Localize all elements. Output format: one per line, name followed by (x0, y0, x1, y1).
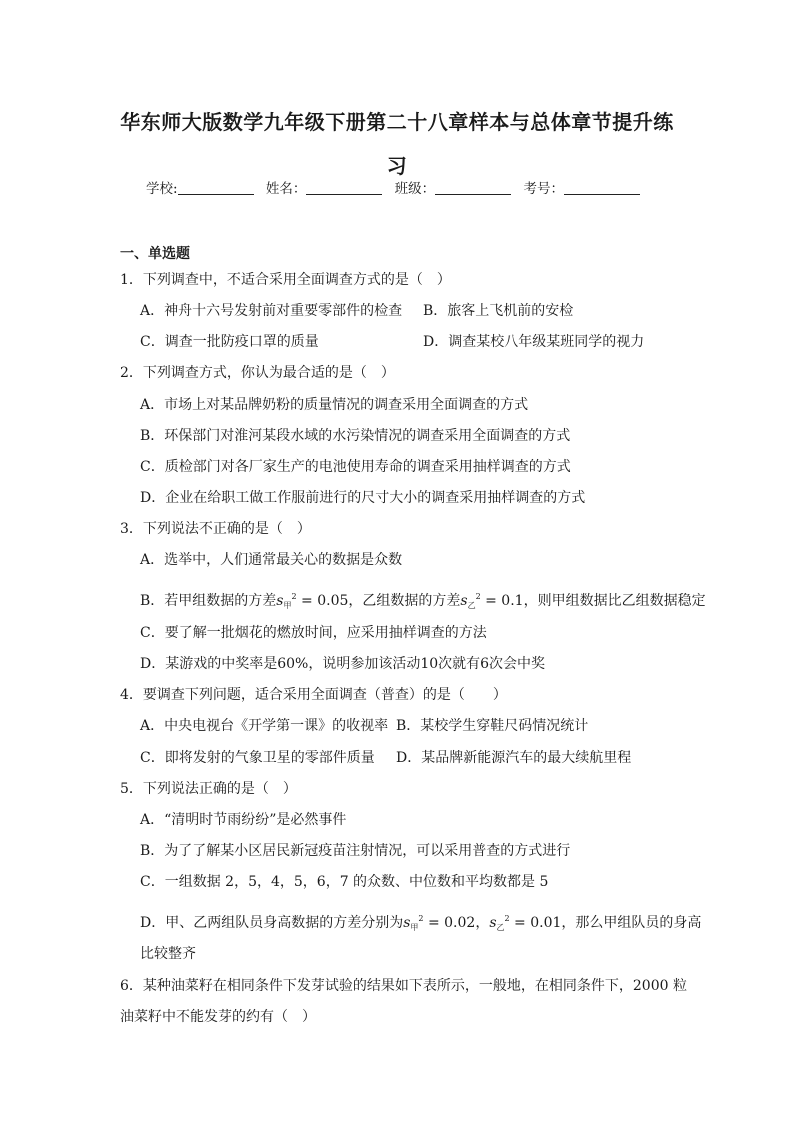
q4-options-cd (140, 748, 631, 768)
q4-option-a: A．中央电视台《开学第一课》的收视率 (140, 718, 389, 734)
title-line-1: 华东师大版数学九年级下册第二十八章样本与总体章节提升练 (120, 110, 674, 134)
q4-stem: 4．要调查下列问题，适合采用全面调查（普查）的是（ ） (120, 687, 507, 703)
q4-option-d: D．某品牌新能源汽车的最大续航里程 (396, 750, 632, 766)
q1-option-c: C．调查一批防疫口罩的质量 (140, 334, 319, 350)
q4-option-c: C．即将发射的气象卫星的零部件质量 (140, 750, 375, 766)
q2-option-c: C．质检部门对各厂家生产的电池使用寿命的调查采用抽样调查的方式 (140, 459, 571, 475)
q4-options-ab (140, 716, 588, 736)
q3-stem: 3．下列说法不正确的是（ ） (120, 521, 311, 537)
q1-option-a: A．神舟十六号发射前对重要零部件的检查 (140, 303, 403, 319)
exam-number-blank[interactable] (564, 180, 640, 195)
section-heading: 一、单选题 (120, 246, 190, 262)
class-blank[interactable] (435, 180, 511, 195)
q6-stem-line-1: 6．某种油菜籽在相同条件下发芽试验的结果如下表所示，一般地，在相同条件下，2000 粒 (120, 978, 687, 994)
q3-option-c: C．要了解一批烟花的燃放时间，应采用抽样调查的方法 (140, 625, 487, 641)
name-label: 姓名： (265, 181, 307, 197)
q6-stem-line-2: 油菜籽中不能发芽的约有（ ） (120, 1009, 316, 1025)
q5-option-a: A．“清明时节雨纷纷”是必然事件 (140, 812, 347, 828)
q5-option-d-continued: 比较整齐 (140, 946, 196, 962)
q2-option-a: A．市场上对某品牌奶粉的质量情况的调查采用全面调查的方式 (140, 397, 529, 413)
q5-option-b: B．为了了解某小区居民新冠疫苗注射情况，可以采用普查的方式进行 (140, 843, 571, 859)
page-title (110, 100, 684, 188)
school-blank[interactable] (178, 180, 254, 195)
school-label: 学校: (146, 181, 178, 197)
q1-option-b: B．旅客上飞机前的安检 (423, 303, 574, 319)
student-info-row (0, 176, 794, 202)
q1-options-cd (140, 332, 644, 352)
q1-stem: 1．下列调查中，不适合采用全面调查方式的是（ ） (120, 272, 451, 288)
q5-stem: 5．下列说法正确的是（ ） (120, 781, 297, 797)
q3-option-d: D．某游戏的中奖率是60%，说明参加该活动10次就有6次会中奖 (140, 656, 546, 672)
q4-option-b: B．某校学生穿鞋尺码情况统计 (396, 718, 589, 734)
title-line-2: 习 (386, 154, 408, 178)
q1-option-d: D．调查某校八年级某班同学的视力 (423, 334, 645, 350)
q2-option-d: D．企业在给职工做工作服前进行的尺寸大小的调查采用抽样调查的方式 (140, 490, 586, 506)
exam-number-label: 考号： (523, 181, 564, 197)
q1-options-ab (140, 301, 573, 321)
q2-stem: 2．下列调查方式，你认为最合适的是（ ） (120, 365, 395, 381)
class-label: 班级： (394, 181, 436, 197)
q2-option-b: B．环保部门对淮河某段水域的水污染情况的调查采用全面调查的方式 (140, 428, 571, 444)
name-blank[interactable] (306, 180, 382, 195)
q3-option-b: B．若甲组数据的方差$s_甲^2 = 0.05$，乙组数据的方差$s_乙^2 = 0.1$，则甲组数据比乙组数据稳定 (140, 592, 706, 610)
q3-option-a: A．选举中，人们通常最关心的数据是众数 (140, 552, 403, 568)
q5-option-c: C．一组数据 2，5，4，5，6，7 的众数、中位数和平均数都是 5 (140, 874, 549, 890)
q5-option-d: D．甲、乙两组队员身高数据的方差分别为$s_甲^2 = 0.02$，$s_乙^2 = 0.01$，那么甲组队员的身高 (140, 914, 702, 932)
